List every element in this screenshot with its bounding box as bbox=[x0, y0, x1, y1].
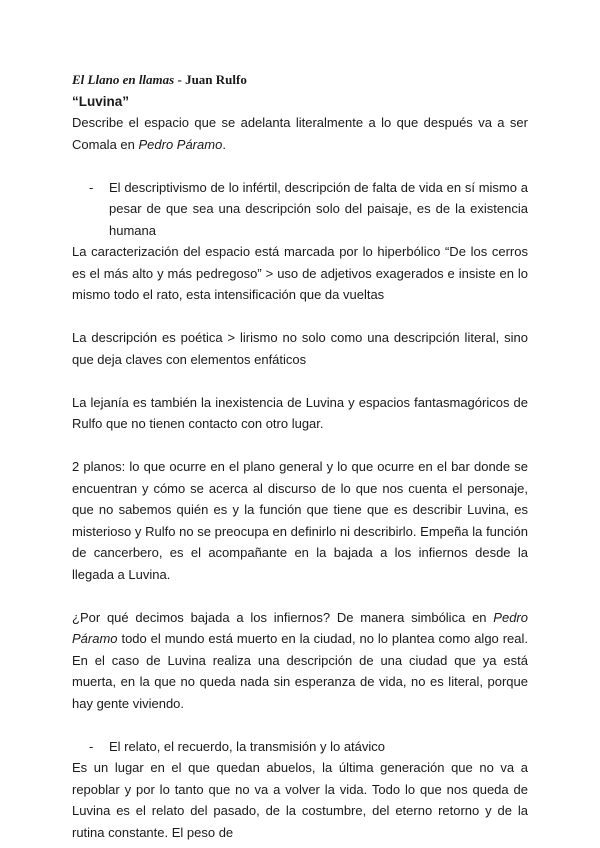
document-heading bbox=[72, 70, 528, 90]
intro-text: Describe el espacio que se adelanta literalmente a lo que después va a ser Comala en bbox=[72, 115, 528, 152]
paragraph-6: Es un lugar en el que quedan abuelos, la última generación que no va a repoblar y por lo tanto que no va a volver la vida. Todo lo que nos queda de Luvina es el relato del pasado, de la costumbre, del eterno retorno y de la rutina constante. El peso de bbox=[72, 760, 528, 840]
book-title: El Llano en llamas bbox=[72, 72, 175, 87]
paragraph-1: La caracterización del espacio está marcada por lo hiperbólico “De los cerros es el más alto y más pedregoso” > uso de adjetivos exagerados e insiste en lo mismo todo el rato, esta intensificación que da vueltas bbox=[72, 244, 528, 302]
document-page bbox=[72, 70, 528, 843]
paragraph-3: La lejanía es también la inexistencia de Luvina y espacios fantasmagóricos de Rulfo que no tienen contacto con otro lugar. bbox=[72, 394, 528, 431]
paragraph-4: 2 planos: lo que ocurre en el plano general y lo que ocurre en el bar donde se encuentran y cómo se acerca al discurso de lo que nos cuenta el personaje, que no sabemos quién es y la función que tiene que es describir Luvina, es misterioso y Rulfo no se preocupa en definirlo ni describirlo. Empeña la función de cancerbero, es el acompañante en la bajada a los infiernos desde la llegada a Luvina. bbox=[72, 459, 528, 582]
bullet-dash: - bbox=[89, 738, 94, 754]
bullet-dash: - bbox=[89, 179, 94, 195]
paragraph-5-text: ¿Por qué decimos bajada a los infiernos? De manera simbólica en bbox=[72, 609, 494, 625]
paragraph-5-work-title: Pedro Páramo bbox=[72, 609, 528, 646]
paragraph-2: La descripción es poética > lirismo no solo como una descripción literal, sino que deja claves con elementos enfáticos bbox=[72, 330, 528, 367]
heading-separator: - bbox=[174, 72, 186, 87]
paragraph-5 bbox=[72, 607, 528, 715]
author-name: Juan Rulfo bbox=[185, 72, 247, 87]
bullet-text-2: El relato, el recuerdo, la transmisión y lo atávico bbox=[109, 738, 386, 754]
bullet-text-1: El descriptivismo de lo infértil, descripción de falta de vida en sí mismo a pesar de que sea una descripción solo del paisaje, es de la existencia humana bbox=[109, 179, 528, 238]
bullet-item-1 bbox=[72, 177, 528, 242]
story-title: “Luvina” bbox=[72, 94, 130, 109]
intro-paragraph bbox=[72, 112, 528, 155]
intro-work-title: Pedro Páramo bbox=[138, 136, 223, 152]
bullet-item-2 bbox=[72, 736, 528, 758]
intro-text-end: . bbox=[222, 136, 226, 152]
paragraph-5-text-end: todo el mundo está muerto en la ciudad, no lo plantea como algo real. En el caso de Luvina realiza una descripción de una ciudad que ya está muerta, en la que no queda nada sin esperanza de vida, no es literal, porque hay gente viviendo. bbox=[72, 631, 528, 711]
